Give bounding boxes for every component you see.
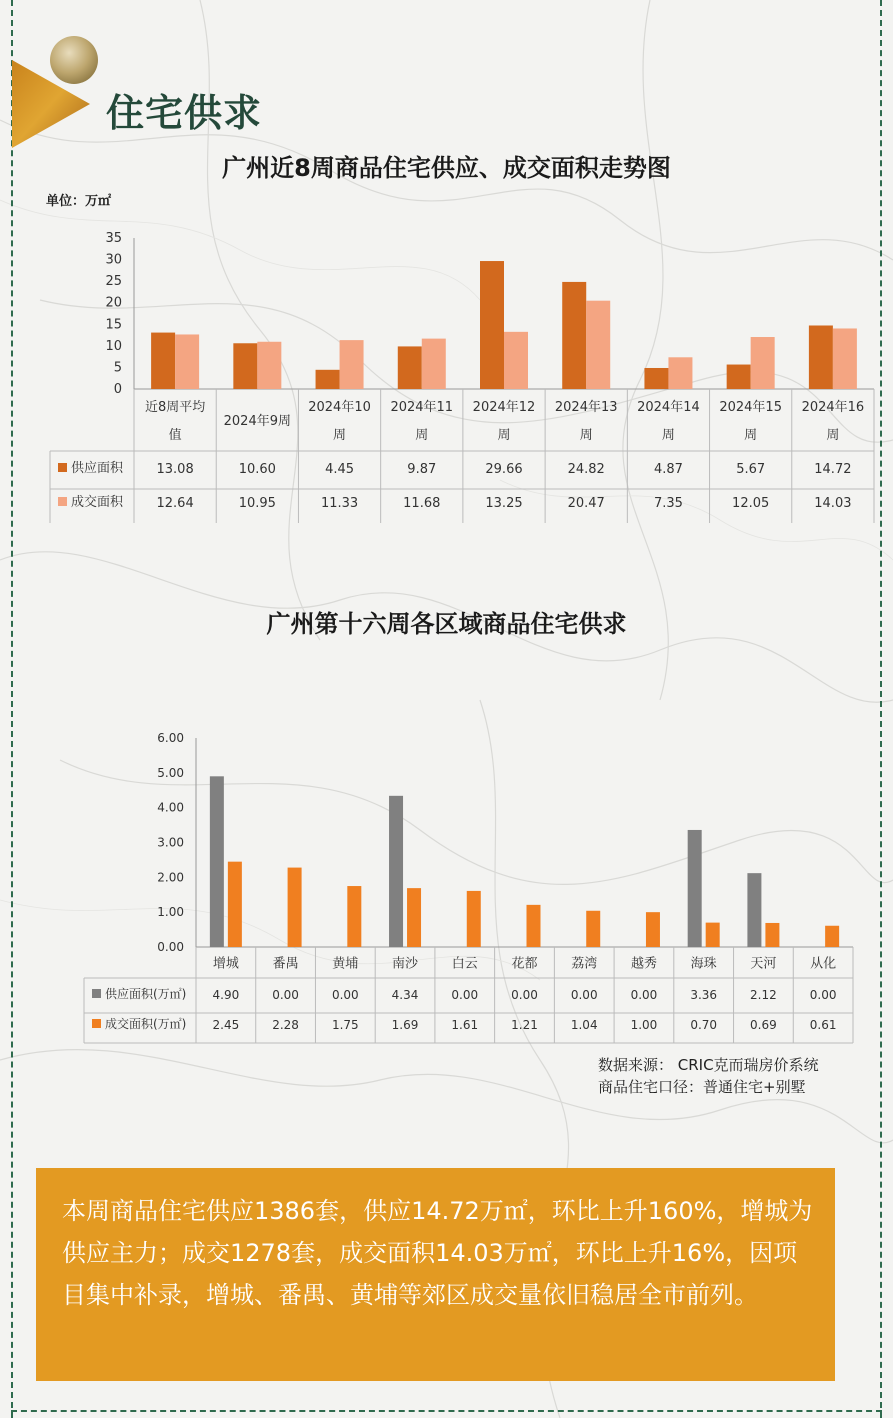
y-tick-label: 5	[113, 360, 122, 376]
data-label: 1.61	[451, 1018, 479, 1032]
y-tick-label: 0.00	[157, 940, 184, 954]
data-label: 11.33	[320, 496, 359, 511]
y-tick-label: 35	[105, 231, 122, 246]
category-label: 天河	[750, 956, 777, 972]
category-label: 周	[415, 428, 429, 443]
category-label: 2024年13	[554, 400, 618, 415]
data-label: 0.00	[451, 988, 479, 1002]
bar-supply	[562, 282, 586, 389]
data-label: 0.00	[809, 988, 837, 1002]
data-label: 1.69	[391, 1018, 419, 1032]
bar-supply	[727, 365, 751, 389]
category-label: 周	[661, 428, 675, 443]
bar-deal	[706, 923, 720, 947]
data-label: 14.03	[814, 496, 852, 511]
data-label: 4.87	[653, 462, 683, 477]
bar-deal	[751, 337, 775, 389]
source-line-2: 商品住宅口径：普通住宅+别墅	[598, 1078, 806, 1096]
y-tick-label: 1.00	[157, 905, 184, 920]
legend-label: 供应面积(万㎡)	[105, 987, 187, 1001]
section-title: 住宅供求	[106, 91, 263, 135]
category-label: 番禺	[272, 956, 299, 972]
data-label: 10.60	[238, 462, 276, 477]
data-label: 0.61	[809, 1018, 837, 1032]
bar-deal	[646, 912, 660, 947]
data-label: 2.12	[750, 988, 777, 1002]
source-line-1: 数据来源： CRIC克而瑞房价系统	[598, 1056, 819, 1074]
data-label: 13.08	[156, 462, 194, 477]
bar-deal	[825, 926, 839, 947]
category-label: 越秀	[630, 956, 657, 972]
legend-swatch-deal	[58, 497, 67, 506]
y-tick-label: 20	[105, 295, 122, 311]
category-label: 周	[579, 428, 593, 443]
data-label: 29.66	[485, 462, 523, 477]
category-label: 海珠	[690, 956, 717, 972]
category-label: 周	[826, 428, 840, 443]
frame-right-border	[880, 0, 882, 1418]
category-label: 增城	[212, 956, 239, 972]
category-label: 周	[333, 428, 347, 443]
legend-swatch-deal	[92, 1019, 101, 1028]
bar-supply	[480, 261, 504, 389]
data-label: 1.75	[331, 1018, 359, 1032]
chart2-svg	[0, 725, 893, 1045]
y-tick-label: 25	[105, 274, 122, 290]
legend-label: 供应面积	[71, 461, 124, 476]
data-label: 10.95	[238, 496, 276, 511]
chart1-unit-label: 单位：万㎡	[46, 194, 112, 209]
y-tick-label: 30	[105, 252, 122, 268]
bar-deal	[504, 332, 528, 389]
frame-bottom-border	[11, 1410, 882, 1412]
data-label: 2.45	[212, 1018, 240, 1032]
legend-label: 成交面积	[71, 495, 124, 510]
bar-deal	[586, 301, 610, 389]
category-label: 荔湾	[571, 956, 598, 972]
category-label: 近8周平均	[144, 400, 206, 415]
data-label: 4.34	[391, 988, 419, 1002]
category-label: 2024年9周	[223, 414, 292, 429]
y-tick-label: 2.00	[157, 870, 184, 885]
category-label: 2024年12	[472, 400, 536, 415]
category-label: 2024年10	[308, 400, 371, 415]
y-tick-label: 4.00	[157, 800, 184, 815]
data-label: 12.64	[156, 496, 194, 511]
bar-supply	[210, 776, 224, 947]
bar-supply	[151, 333, 175, 389]
chart2-title: 广州第十六周各区域商品住宅供求	[266, 610, 627, 638]
legend-swatch-supply	[92, 989, 101, 998]
bar-supply	[688, 830, 702, 947]
bar-deal	[833, 328, 857, 389]
data-label: 11.68	[403, 496, 441, 511]
data-label: 4.90	[212, 988, 240, 1002]
category-label: 周	[744, 428, 758, 443]
y-tick-label: 3.00	[157, 835, 184, 850]
data-label: 4.45	[325, 462, 355, 477]
data-label: 5.67	[736, 462, 766, 477]
summary-banner	[36, 1168, 835, 1381]
chart1-title: 广州近8周商品住宅供应、成交面积走势图	[222, 154, 671, 182]
bar-deal	[422, 339, 446, 389]
bar-deal	[527, 905, 541, 947]
category-label: 2024年15	[719, 400, 782, 415]
category-label: 黄埔	[332, 956, 359, 972]
data-label: 3.36	[690, 988, 718, 1002]
category-label: 南沙	[392, 956, 419, 972]
category-label: 2024年16	[801, 400, 865, 415]
bar-deal	[175, 334, 199, 389]
bar-deal	[288, 868, 302, 947]
category-label: 值	[168, 428, 182, 443]
bar-deal	[586, 911, 600, 947]
bar-supply	[233, 343, 257, 389]
data-label: 13.25	[485, 496, 523, 511]
bar-supply	[809, 325, 833, 389]
data-label: 1.00	[630, 1018, 658, 1032]
category-label: 花都	[511, 956, 538, 972]
category-label: 2024年11	[390, 400, 454, 415]
bar-supply	[644, 368, 668, 389]
data-label: 2.28	[272, 1018, 299, 1032]
chart1-svg	[0, 220, 893, 525]
bar-supply	[389, 796, 403, 947]
y-tick-label: 15	[105, 317, 122, 333]
bar-deal	[668, 357, 692, 389]
bar-deal	[407, 888, 421, 947]
bar-deal	[228, 862, 242, 947]
data-label: 0.00	[331, 988, 359, 1002]
data-label: 1.04	[570, 1018, 598, 1032]
data-label: 0.00	[570, 988, 598, 1002]
data-label: 14.72	[814, 462, 852, 477]
bar-deal	[467, 891, 481, 947]
bar-deal	[340, 340, 364, 389]
legend-label: 成交面积(万㎡)	[105, 1017, 187, 1031]
category-label: 周	[497, 428, 511, 443]
y-tick-label: 6.00	[157, 731, 184, 745]
data-label: 9.87	[407, 462, 437, 477]
summary-text: 本周商品住宅供应1386套，供应14.72万㎡，环比上升160%，增城为供应主力；成交1278套，成交面积14.03万㎡，环比上升16%，因项目集中补录，增城、番禺、黄埔等郊区成交量依旧稳居全市前列。	[62, 1197, 813, 1309]
frame-left-border	[11, 0, 13, 1418]
legend-swatch-supply	[58, 463, 67, 472]
category-label: 2024年14	[637, 400, 700, 415]
y-tick-label: 10	[105, 338, 122, 354]
y-tick-label: 0	[113, 382, 122, 397]
category-label: 白云	[451, 956, 478, 972]
y-tick-label: 5.00	[157, 765, 184, 780]
bar-supply	[398, 346, 422, 389]
data-label: 0.00	[630, 988, 658, 1002]
data-label: 0.00	[511, 988, 538, 1002]
bar-deal	[347, 886, 361, 947]
bar-supply	[747, 873, 761, 947]
data-label: 20.47	[567, 496, 605, 511]
data-label: 0.00	[272, 988, 299, 1002]
gold-triangle-decoration	[0, 30, 120, 160]
data-label: 0.70	[690, 1018, 718, 1032]
bar-supply	[316, 370, 340, 389]
data-label: 1.21	[511, 1018, 538, 1032]
data-label: 24.82	[567, 462, 605, 477]
category-label: 从化	[810, 956, 837, 972]
bar-deal	[765, 923, 779, 947]
data-label: 7.35	[653, 496, 683, 511]
bar-deal	[257, 342, 281, 389]
data-label: 12.05	[732, 496, 770, 511]
data-label: 0.69	[750, 1018, 777, 1032]
